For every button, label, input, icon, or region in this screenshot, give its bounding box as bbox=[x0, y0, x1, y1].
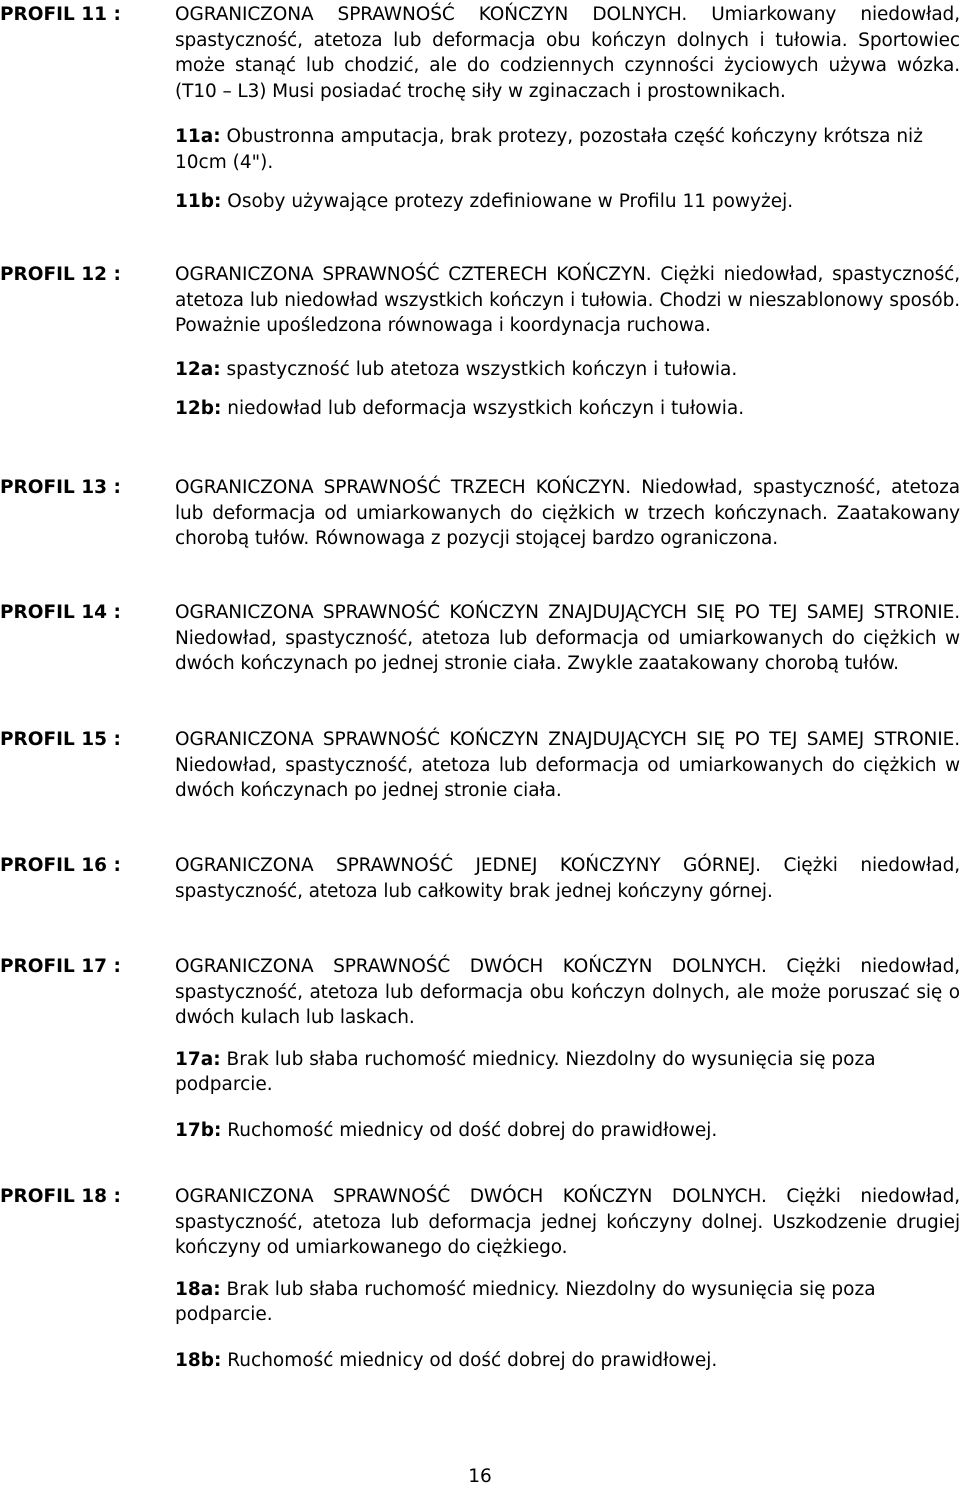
subclass-item bbox=[175, 189, 960, 215]
subclass-item bbox=[175, 1348, 960, 1374]
subclass-code: 11a: bbox=[175, 126, 221, 147]
profile-content bbox=[175, 954, 960, 1143]
subclass-code: 17a: bbox=[175, 1048, 221, 1070]
profile-16 bbox=[0, 853, 960, 904]
subclass-text: Osoby używające protezy zdefiniowane w Profilu 11 powyżej. bbox=[221, 191, 794, 212]
profile-description: OGRANICZONA SPRAWNOŚĆ DWÓCH KOŃCZYN DOLNYCH. Ciężki niedowład, spastyczność, atetoza lub deformacja obu kończyn dolnych, ale może poruszać się o dwóch kulach lub laskach. bbox=[175, 956, 960, 1028]
profile-17 bbox=[0, 954, 960, 1143]
profile-content bbox=[175, 853, 960, 904]
subclass-code: 12b: bbox=[175, 398, 222, 419]
subclass-text: Ruchomość miednicy od dość dobrej do prawidłowej. bbox=[221, 1349, 718, 1371]
profile-15 bbox=[0, 727, 960, 804]
profile-content bbox=[175, 727, 960, 804]
profile-content bbox=[175, 600, 960, 677]
page-number: 16 bbox=[468, 1466, 492, 1487]
subclass-text: Brak lub słaba ruchomość miednicy. Niezdolny do wysunięcia się poza podparcie. bbox=[175, 1048, 876, 1095]
profile-description: OGRANICZONA SPRAWNOŚĆ KOŃCZYN ZNAJDUJĄCYCH SIĘ PO TEJ SAMEJ STRONIE. Niedowład, spastyczność, atetoza lub deformacja od umiarkowanych do ciężkich w dwóch kończynach po jednej stronie ciała. bbox=[175, 729, 960, 801]
subclass-text: Obustronna amputacja, brak protezy, pozostała część kończyny krótsza niż 10cm (4"). bbox=[175, 126, 923, 173]
profile-content bbox=[175, 1184, 960, 1373]
subclass-text: niedowład lub deformacja wszystkich kończyn i tułowia. bbox=[221, 398, 745, 419]
profile-description: OGRANICZONA SPRAWNOŚĆ CZTERECH KOŃCZYN. Ciężki niedowład, spastyczność, atetoza lub niedowład wszystkich kończyn i tułowia. Chodzi w nieszablonowy sposób. Poważnie upośledzona równowaga i koordynacja ruchowa. bbox=[175, 264, 960, 336]
profile-content bbox=[175, 2, 960, 215]
profile-description: OGRANICZONA SPRAWNOŚĆ DWÓCH KOŃCZYN DOLNYCH. Ciężki niedowład, spastyczność, atetoza lub deformacja jednej kończyny dolnej. Uszkodzenie drugiej kończyny od umiarkowanego do ciężkiego. bbox=[175, 1186, 960, 1258]
profile-label: PROFIL 12 : bbox=[0, 264, 121, 285]
subclass-item bbox=[175, 124, 960, 175]
profile-label: PROFIL 17 : bbox=[0, 956, 121, 977]
subclass-item bbox=[175, 1118, 960, 1144]
profile-label: PROFIL 13 : bbox=[0, 477, 121, 498]
profile-description: OGRANICZONA SPRAWNOŚĆ JEDNEJ KOŃCZYNY GÓRNEJ. Ciężki niedowład, spastyczność, atetoza lub całkowity brak jednej kończyny górnej. bbox=[175, 855, 960, 902]
profile-12 bbox=[0, 262, 960, 422]
subclass-item bbox=[175, 357, 960, 383]
profile-label: PROFIL 15 : bbox=[0, 729, 121, 750]
profile-description: OGRANICZONA SPRAWNOŚĆ KOŃCZYN ZNAJDUJĄCYCH SIĘ PO TEJ SAMEJ STRONIE. Niedowład, spastyczność, atetoza lub deformacja od umiarkowanych do ciężkich w dwóch kończynach po jednej stronie ciała. Zwykle zaatakowany chorobą tułów. bbox=[175, 602, 960, 674]
profile-content bbox=[175, 262, 960, 422]
profile-content bbox=[175, 475, 960, 552]
profile-label: PROFIL 14 : bbox=[0, 602, 121, 623]
subclass-code: 18a: bbox=[175, 1278, 221, 1300]
profile-13 bbox=[0, 475, 960, 552]
subclass-text: Brak lub słaba ruchomość miednicy. Niezdolny do wysunięcia się poza podparcie. bbox=[175, 1278, 876, 1325]
profile-18 bbox=[0, 1184, 960, 1373]
subclass-item bbox=[175, 1047, 960, 1098]
subclass-text: Ruchomość miednicy od dość dobrej do prawidłowej. bbox=[221, 1119, 718, 1141]
profile-11 bbox=[0, 2, 960, 215]
subclass-item bbox=[175, 396, 960, 422]
subclass-code: 17b: bbox=[175, 1119, 222, 1141]
subclass-text: spastyczność lub atetoza wszystkich kończyn i tułowia. bbox=[220, 358, 738, 380]
profile-14 bbox=[0, 600, 960, 677]
subclass-item bbox=[175, 1277, 960, 1328]
subclass-code: 11b: bbox=[175, 191, 222, 212]
profile-label: PROFIL 11 : bbox=[0, 4, 121, 25]
profile-label: PROFIL 16 : bbox=[0, 855, 121, 876]
profile-description: OGRANICZONA SPRAWNOŚĆ TRZECH KOŃCZYN. Niedowład, spastyczność, atetoza lub deformacja od umiarkowanych do ciężkich w trzech kończynach. Zaatakowany chorobą tułów. Równowaga z pozycji stojącej bardzo ograniczona. bbox=[175, 477, 960, 549]
subclass-code: 12a: bbox=[175, 358, 221, 380]
subclass-code: 18b: bbox=[175, 1349, 222, 1371]
profile-label: PROFIL 18 : bbox=[0, 1186, 121, 1207]
profile-description: OGRANICZONA SPRAWNOŚĆ KOŃCZYN DOLNYCH. Umiarkowany niedowład, spastyczność, atetoza lub deformacja obu kończyn dolnych i tułowia. Sportowiec może stanąć lub chodzić, ale do codziennych czynności życiowych używa wózka. (T10 – L3) Musi posiadać trochę siły w zginaczach i prostownikach. bbox=[175, 4, 960, 102]
